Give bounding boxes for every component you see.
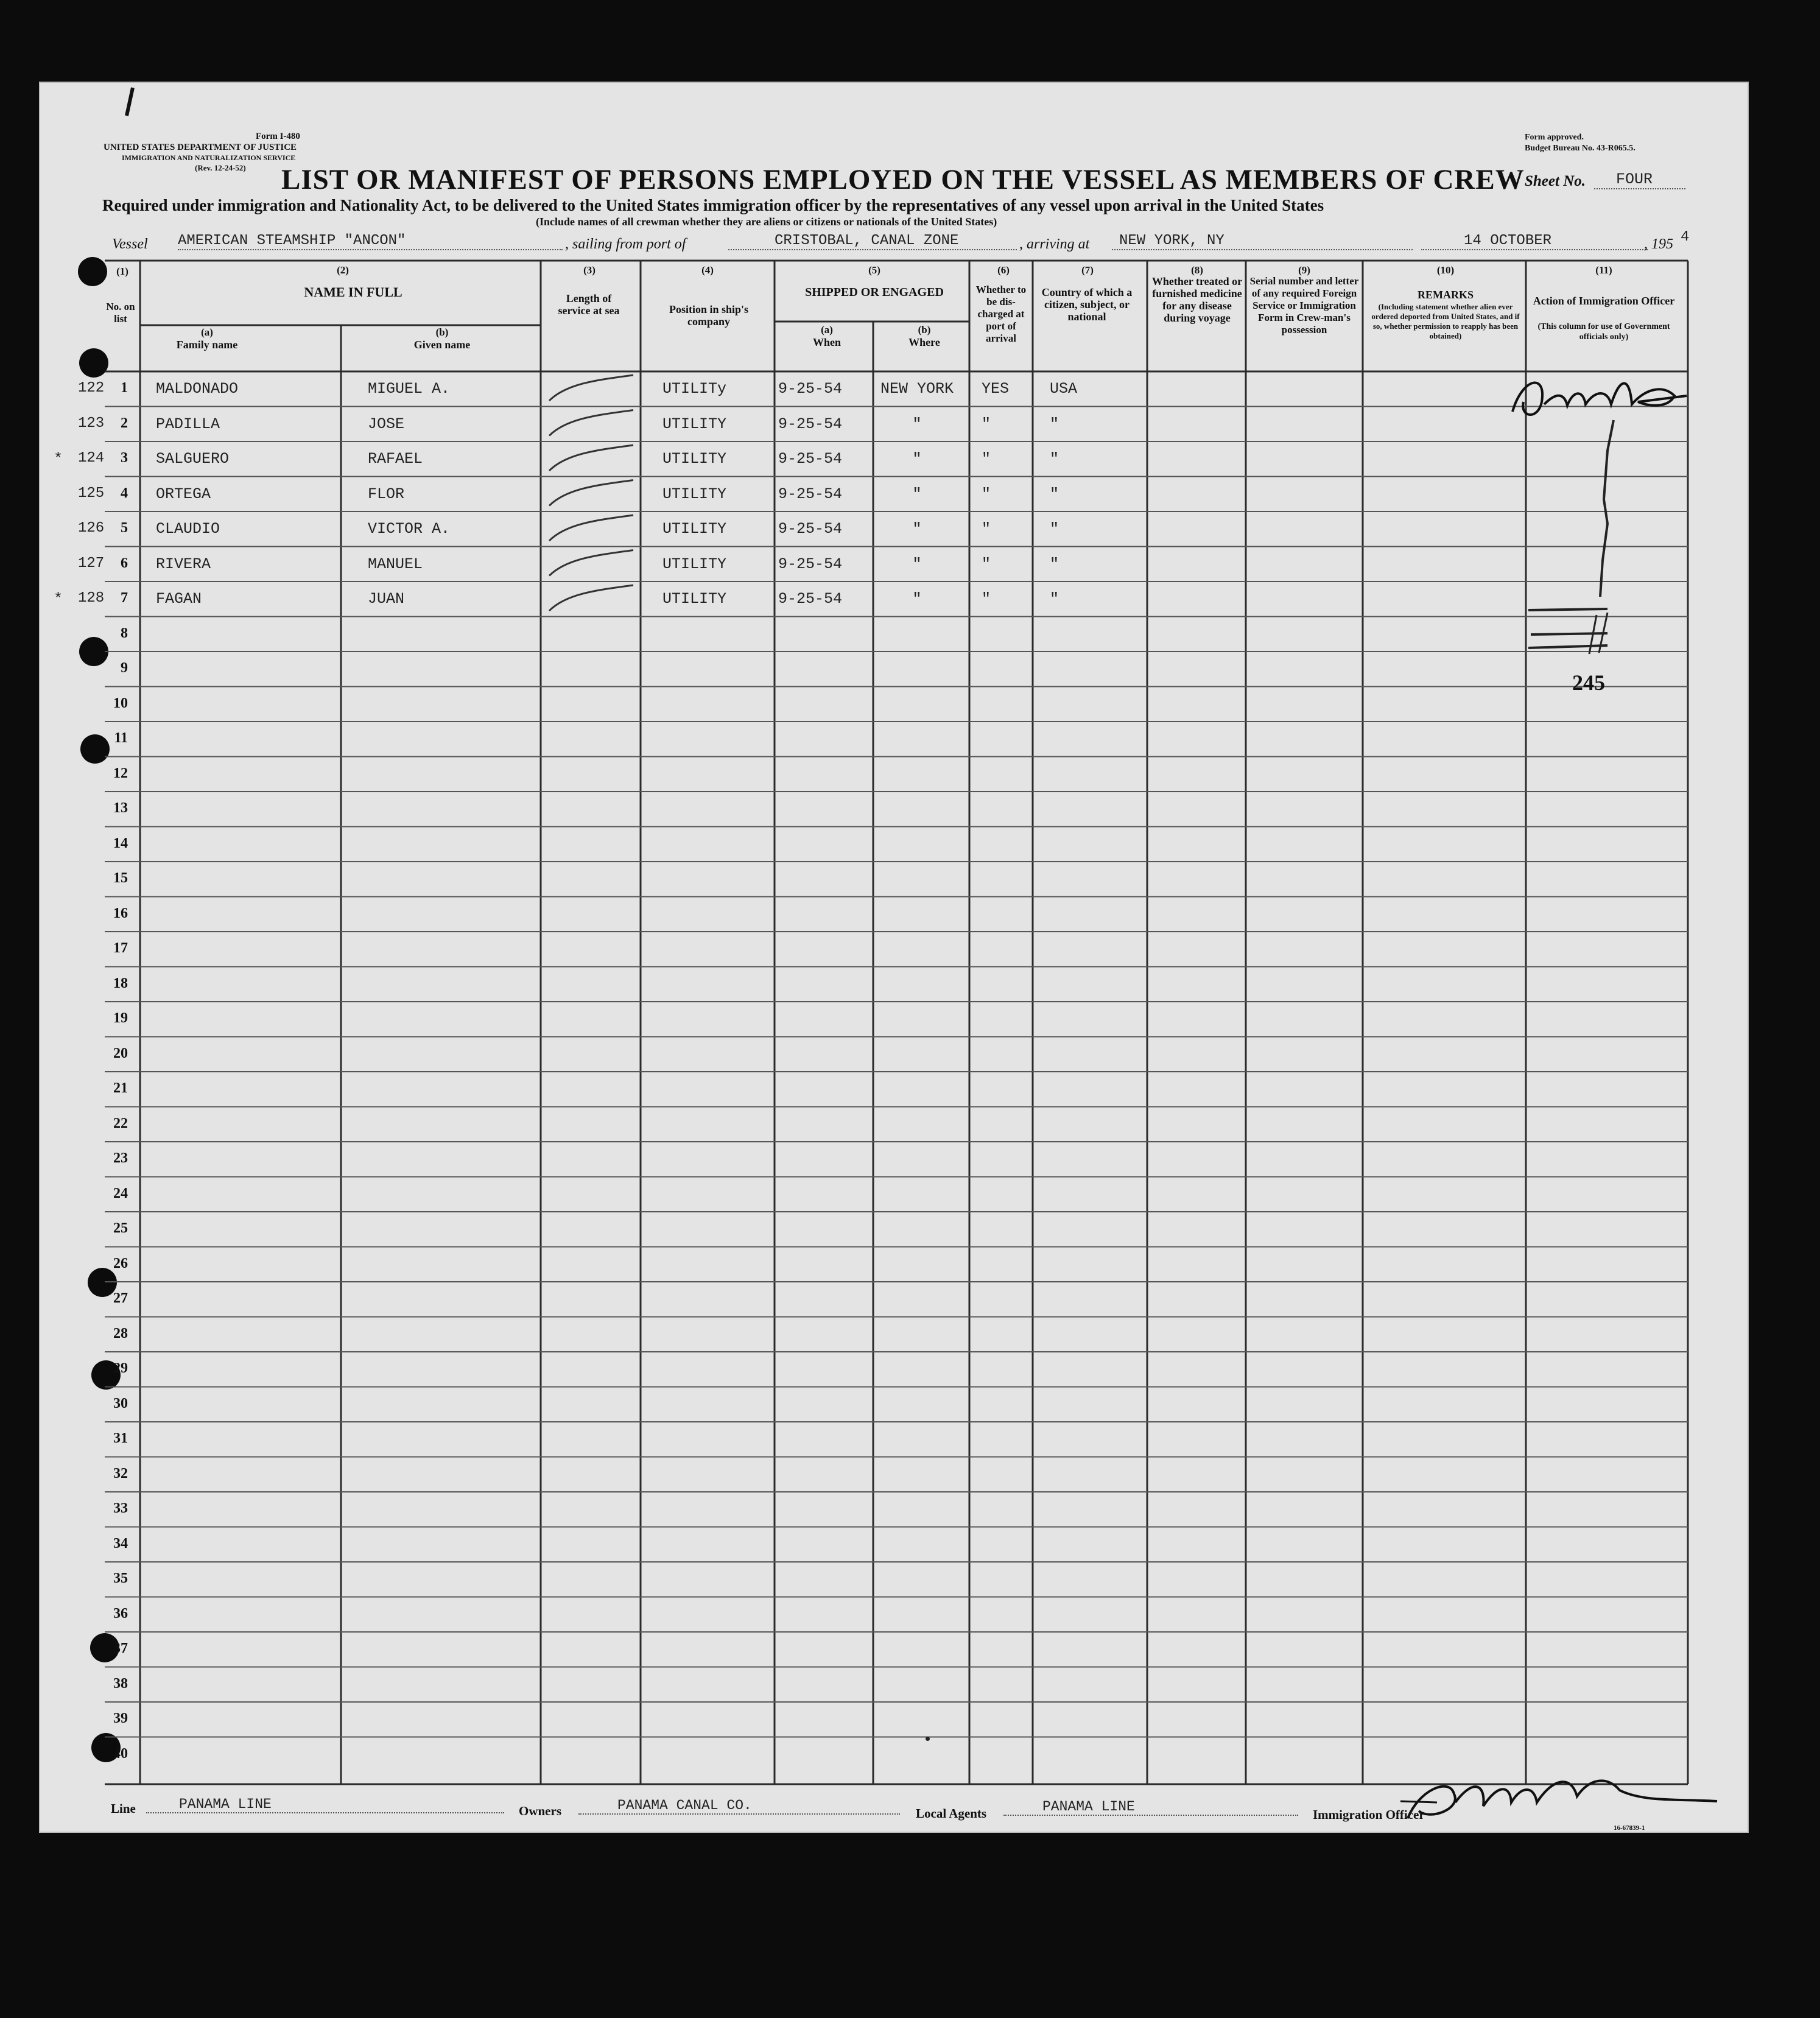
footer-agents-label: Local Agents — [916, 1806, 987, 1821]
footer-line-value: PANAMA LINE — [146, 1796, 504, 1813]
line-number: 38 — [113, 1675, 128, 1692]
line-number: 18 — [113, 975, 128, 991]
line-number: 5 — [121, 520, 128, 536]
crew-shipped-where: " — [912, 590, 922, 608]
crew-country: " — [1050, 520, 1059, 538]
footer-line-label: Line — [111, 1801, 136, 1816]
footer-owners-value: PANAMA CANAL CO. — [578, 1798, 900, 1815]
arrival-year-digit: 4 — [1681, 229, 1690, 245]
crew-shipped-where: " — [912, 485, 922, 503]
col10-note: (Including statement whether alien ever ordered deported from United States, and if so, whether permission to reapply has been obtained) — [1371, 302, 1520, 340]
sailing-from-port: CRISTOBAL, CANAL ZONE — [728, 233, 1017, 250]
crew-country: USA — [1050, 380, 1078, 398]
crew-position: UTILITY — [662, 590, 727, 608]
line-number: 32 — [113, 1465, 128, 1482]
crew-stamp-number: 122 — [78, 380, 105, 396]
crew-family-name: MALDONADO — [156, 380, 239, 398]
col8-number: (8) — [1191, 264, 1203, 276]
col2-header: NAME IN FULL — [304, 284, 402, 300]
crew-discharged: " — [982, 555, 991, 573]
crew-shipped-when: 9-25-54 — [778, 520, 843, 538]
line-number: 31 — [113, 1430, 128, 1446]
line-number: 8 — [121, 625, 128, 641]
line-number: 10 — [113, 695, 128, 711]
crew-stamp-number: 127 — [78, 555, 105, 572]
col7-header: Country of which a citizen, subject, or national — [1041, 286, 1133, 323]
crew-shipped-when: 9-25-54 — [778, 485, 843, 503]
crew-given-name: JUAN — [368, 590, 405, 608]
punch-hole — [79, 348, 108, 378]
line-number: 24 — [113, 1185, 128, 1201]
sheet-number-label: Sheet No. — [1525, 173, 1586, 189]
line-number: 9 — [121, 660, 128, 676]
footer-officer-label: Immigration Officer — [1313, 1807, 1425, 1822]
crew-shipped-where: " — [912, 415, 922, 433]
col10-header: REMARKS — [1417, 289, 1474, 301]
line-number: 15 — [113, 870, 128, 886]
crew-stamp-number: 128 — [78, 590, 105, 606]
line-number: 27 — [113, 1290, 128, 1306]
ink-dot — [926, 1737, 930, 1741]
crew-shipped-where: NEW YORK — [880, 380, 954, 398]
col1-header: No. on list — [106, 301, 135, 325]
col5b-header: Where — [908, 336, 940, 348]
col11-header: Action of Immigration Officer — [1533, 295, 1675, 307]
line-number: 1 — [121, 380, 128, 396]
crew-discharged: " — [982, 485, 991, 503]
crew-stamp-number: 123 — [78, 415, 105, 432]
col5-number: (5) — [868, 264, 880, 276]
col2b-header: Given name — [413, 339, 471, 351]
vessel-label: Vessel — [112, 236, 148, 252]
crew-given-name: JOSE — [368, 415, 405, 433]
budget-bureau-number: Budget Bureau No. 43-R065.5. — [1525, 144, 1636, 153]
line-number: 2 — [121, 415, 128, 431]
line-number: 28 — [113, 1325, 128, 1341]
crew-shipped-when: 9-25-54 — [778, 590, 843, 608]
crew-position: UTILITY — [662, 450, 727, 468]
line-number: 40 — [113, 1745, 128, 1762]
crew-discharged: " — [982, 590, 991, 608]
crew-shipped-where: " — [912, 450, 922, 468]
crew-shipped-when: 9-25-54 — [778, 380, 843, 398]
line-number: 23 — [113, 1150, 128, 1166]
crew-country: " — [1050, 485, 1059, 503]
department-name: UNITED STATES DEPARTMENT OF JUSTICE — [104, 142, 297, 152]
line-number: 29 — [113, 1360, 128, 1376]
service-name: IMMIGRATION AND NATURALIZATION SERVICE — [122, 153, 296, 162]
line-number: 20 — [113, 1045, 128, 1061]
crew-shipped-when: 9-25-54 — [778, 415, 843, 433]
line-number: 11 — [114, 730, 128, 746]
col6-number: (6) — [997, 264, 1010, 276]
crew-position: UTILITY — [662, 520, 727, 538]
crew-discharged: " — [982, 415, 991, 433]
arriving-at-port: NEW YORK, NY — [1112, 233, 1413, 250]
crew-count-total: 245 — [1572, 670, 1605, 695]
col3-number: (3) — [583, 264, 596, 276]
crew-shipped-when: 9-25-54 — [778, 450, 843, 468]
line-number: 16 — [113, 905, 128, 921]
crew-country: " — [1050, 450, 1059, 468]
crew-stamp-number: 126 — [78, 520, 105, 536]
crew-given-name: FLOR — [368, 485, 405, 503]
crew-country: " — [1050, 555, 1059, 573]
print-code: 16-67839-1 — [1614, 1824, 1645, 1832]
crew-star-mark: * — [54, 450, 63, 468]
crew-country: " — [1050, 415, 1059, 433]
crew-family-name: RIVERA — [156, 555, 211, 573]
col6-header: Whether to be dis-charged at port of arrival — [975, 284, 1027, 344]
line-number: 37 — [113, 1640, 128, 1656]
line-number: 13 — [113, 800, 128, 816]
line-number: 35 — [113, 1570, 128, 1586]
line-number: 22 — [113, 1115, 128, 1131]
pen-mark — [119, 85, 144, 122]
col5a-header: When — [812, 336, 841, 348]
line-number: 14 — [113, 835, 128, 851]
arrival-date: 14 OCTOBER — [1421, 233, 1648, 250]
crew-discharged: " — [982, 520, 991, 538]
crew-family-name: PADILLA — [156, 415, 220, 433]
arrival-year-prefix: , 195 — [1644, 236, 1673, 252]
crew-shipped-where: " — [912, 520, 922, 538]
crew-position: UTILITY — [662, 485, 727, 503]
vessel-name: AMERICAN STEAMSHIP "ANCON" — [178, 233, 563, 250]
col1-number: (1) — [116, 265, 128, 277]
col11-number: (11) — [1595, 264, 1612, 276]
sailing-from-label: , sailing from port of — [565, 236, 686, 252]
col4-number: (4) — [701, 264, 714, 276]
line-number: 34 — [113, 1535, 128, 1552]
line-number: 30 — [113, 1395, 128, 1412]
crew-family-name: FAGAN — [156, 590, 202, 608]
line-number: 7 — [121, 590, 128, 606]
line-number: 36 — [113, 1605, 128, 1622]
crew-stamp-number: 124 — [78, 450, 105, 466]
col5b-number: (b) — [918, 324, 931, 336]
line-number: 3 — [121, 450, 128, 466]
line-number: 25 — [113, 1220, 128, 1236]
crew-family-name: ORTEGA — [156, 485, 211, 503]
crew-family-name: SALGUERO — [156, 450, 230, 468]
crew-star-mark: * — [54, 590, 63, 608]
col5-header: SHIPPED OR ENGAGED — [805, 286, 944, 299]
crew-shipped-when: 9-25-54 — [778, 555, 843, 573]
crew-shipped-where: " — [912, 555, 922, 573]
col9-number: (9) — [1298, 264, 1310, 276]
line-number: 17 — [113, 940, 128, 956]
line-number: 33 — [113, 1500, 128, 1516]
page-title: LIST OR MANIFEST OF PERSONS EMPLOYED ON THE VESSEL AS MEMBERS OF CREW — [281, 164, 1525, 195]
crew-discharged: YES — [982, 380, 1010, 398]
line-number: 19 — [113, 1010, 128, 1026]
form-note: (Include names of all crewman whether they are aliens or citizens or nationals of the United States) — [536, 216, 997, 228]
col2a-number: (a) — [201, 326, 213, 338]
col4-header: Position in ship's company — [669, 303, 749, 328]
line-number: 4 — [121, 485, 128, 501]
crew-position: UTILITy — [662, 380, 727, 398]
line-number: 21 — [113, 1080, 128, 1096]
crew-given-name: VICTOR A. — [368, 520, 451, 538]
crew-given-name: RAFAEL — [368, 450, 423, 468]
crew-given-name: MANUEL — [368, 555, 423, 573]
crew-discharged: " — [982, 450, 991, 468]
crew-position: UTILITY — [662, 555, 727, 573]
form-approved: Form approved. — [1525, 133, 1584, 142]
revision-date: (Rev. 12-24-52) — [195, 163, 246, 172]
crew-given-name: MIGUEL A. — [368, 380, 451, 398]
col3-header: Length of service at sea — [558, 292, 620, 317]
form-subtitle: Required under immigration and Nationality Act, to be delivered to the United States immigration officer by the representatives of any vessel upon arrival in the United States — [102, 196, 1324, 214]
col2b-number: (b) — [435, 326, 449, 338]
arriving-at-label: , arriving at — [1019, 236, 1090, 252]
col9-header: Serial number and letter of any required Foreign Service or Immigration Form in Crew-man's possession — [1249, 275, 1359, 336]
footer-agents-value: PANAMA LINE — [1003, 1799, 1298, 1816]
col2a-header: Family name — [176, 339, 238, 351]
col8-header: Whether treated or furnished medicine for any disease during voyage — [1151, 275, 1243, 324]
col2-number: (2) — [337, 264, 349, 276]
crew-family-name: CLAUDIO — [156, 520, 220, 538]
col7-number: (7) — [1081, 264, 1094, 276]
punch-hole — [78, 257, 107, 286]
line-number: 12 — [113, 765, 128, 781]
line-number: 39 — [113, 1710, 128, 1726]
col5a-number: (a) — [821, 324, 833, 336]
crew-stamp-number: 125 — [78, 485, 105, 502]
col10-number: (10) — [1436, 264, 1455, 276]
crew-position: UTILITY — [662, 415, 727, 433]
sheet-number-value: FOUR — [1594, 171, 1685, 189]
line-number: 6 — [121, 555, 128, 571]
crew-country: " — [1050, 590, 1059, 608]
footer-owners-label: Owners — [519, 1804, 561, 1818]
line-number: 26 — [113, 1255, 128, 1271]
col11-note: (This column for use of Government officials only) — [1537, 322, 1670, 342]
form-number: Form I-480 — [256, 132, 300, 141]
